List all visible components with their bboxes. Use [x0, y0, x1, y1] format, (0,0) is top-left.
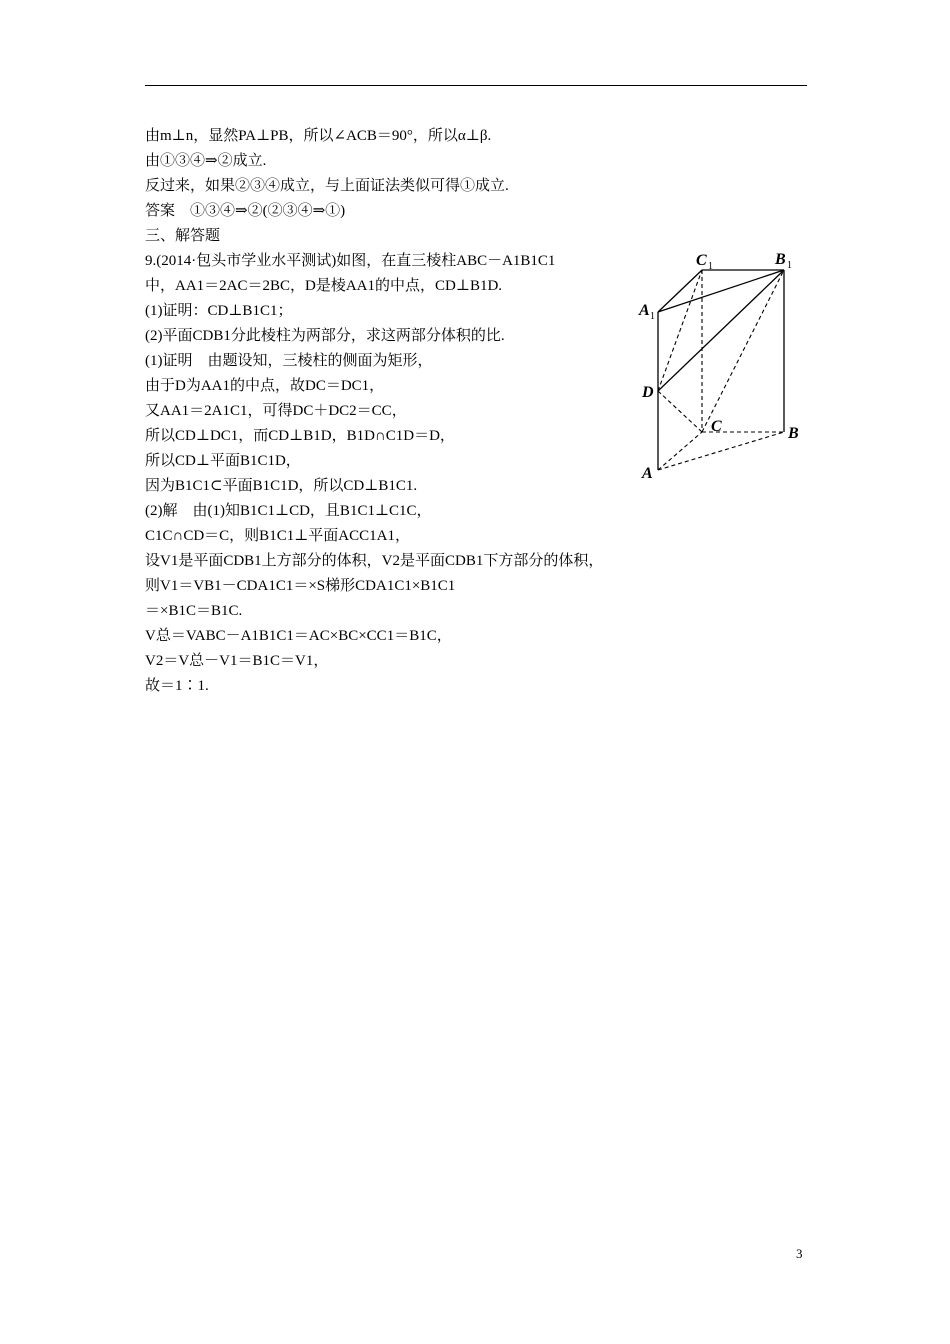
proof-line: 所以CD⊥平面B1C1D，	[145, 453, 301, 469]
solution-line: ＝×B1C＝B1C.	[145, 603, 243, 619]
label-D: D	[642, 384, 654, 401]
solution-line: V总＝VABC－A1B1C1＝AC×BC×CC1＝B1C，	[145, 628, 452, 644]
section-heading: 三、解答题	[145, 228, 221, 244]
label-C: C	[711, 418, 722, 435]
solution-line: 设V1是平面CDB1上方部分的体积，V2是平面CDB1下方部分的体积，	[145, 553, 604, 569]
solution-line: V2＝V总－V1＝B1C＝V1，	[145, 653, 329, 669]
document-body	[145, 124, 705, 699]
edge-DC1-hidden	[658, 270, 702, 391]
label-B1: B	[775, 251, 786, 268]
label-A1: A	[639, 302, 650, 319]
proof-line: 因为B1C1⊂平面B1C1D，所以CD⊥B1C1.	[145, 478, 418, 494]
label-B1-sub: 1	[787, 260, 792, 271]
solution-line: C1C∩CD＝C，则B1C1⊥平面ACC1A1，	[145, 528, 410, 544]
solution-line: 故＝1∶1.	[145, 678, 209, 694]
label-B: B	[788, 425, 799, 442]
question-part-2: (2)平面CDB1分此棱柱为两部分，求这两部分体积的比.	[145, 328, 505, 344]
prism-figure	[636, 246, 806, 482]
edge-AB-hidden	[658, 432, 784, 470]
proof-line: 所以CD⊥DC1，而CD⊥B1D，B1D∩C1D＝D，	[145, 428, 455, 444]
solution-line: (2)解 由(1)知B1C1⊥CD，且B1C1⊥C1C，	[145, 503, 432, 519]
page-number: 3	[796, 1246, 803, 1261]
text-line: 由①③④⇒②成立.	[145, 153, 267, 169]
problem-statement: 9.(2014·包头市学业水平测试)如图，在直三棱柱ABC－A1B1C1	[145, 253, 556, 269]
text-line: 反过来，如果②③④成立，与上面证法类似可得①成立.	[145, 178, 509, 194]
label-C1: C	[696, 252, 707, 269]
label-A: A	[642, 465, 653, 482]
proof-line: (1)证明 由题设知，三棱柱的侧面为矩形，	[145, 353, 433, 369]
label-C1-sub: 1	[708, 261, 713, 272]
proof-line: 由于D为AA1的中点，故DC＝DC1，	[145, 378, 385, 394]
text-line: 由m⊥n，显然PA⊥PB，所以∠ACB＝90°，所以α⊥β.	[145, 128, 492, 144]
edge-A1C1	[658, 270, 702, 312]
edge-A1B1	[658, 270, 784, 312]
edge-DB1	[658, 270, 784, 391]
edge-AC-hidden	[658, 432, 702, 470]
answer-line: 答案 ①③④⇒②(②③④⇒①)	[145, 203, 346, 219]
edge-DC-hidden	[658, 391, 702, 432]
proof-line: 又AA1＝2A1C1，可得DC＋DC2＝CC，	[145, 403, 407, 419]
label-A1-sub: 1	[650, 311, 655, 322]
prism-diagram	[636, 246, 806, 482]
edge-CB1-hidden	[702, 270, 784, 432]
header-rule	[145, 85, 807, 86]
question-part-1: (1)证明：CD⊥B1C1；	[145, 303, 293, 319]
problem-statement: 中，AA1＝2AC＝2BC，D是棱AA1的中点，CD⊥B1D.	[145, 278, 503, 294]
solution-line: 则V1＝VB1－CDA1C1＝×S梯形CDA1C1×B1C1	[145, 578, 456, 594]
